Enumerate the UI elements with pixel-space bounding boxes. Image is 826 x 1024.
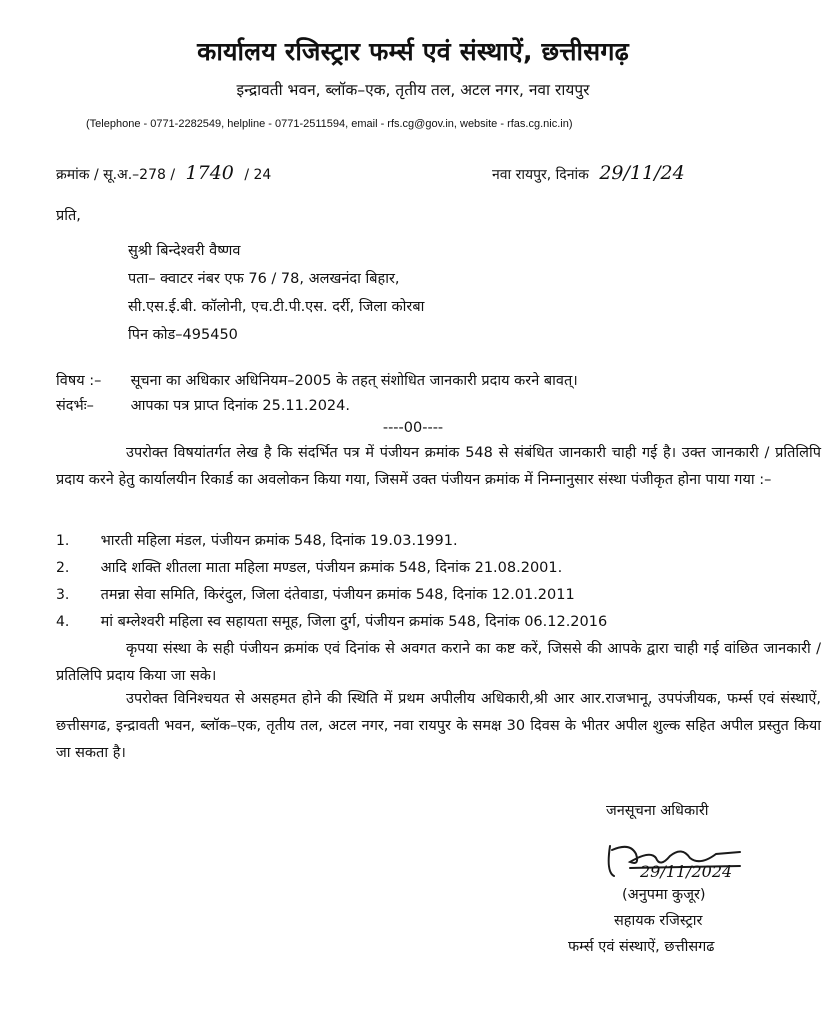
list-item-number: 2. — [56, 560, 70, 576]
list-item-text: भारती महिला मंडल, पंजीयन क्रमांक 548, दिनांक 19.03.1991. — [100, 533, 458, 549]
list-item — [56, 584, 575, 604]
list-item-text: आदि शक्ति शीतला माता महिला मण्डल, पंजीयन क्रमांक 548, दिनांक 21.08.2001. — [100, 560, 563, 576]
list-item-text: मां बम्लेश्वरी महिला स्व सहायता समूह, जिला दुर्ग, पंजीयन क्रमांक 548, दिनांक 06.12.2016 — [100, 614, 608, 630]
paragraph-3 — [56, 686, 821, 767]
signature-date: 29/11/2024 — [640, 862, 733, 881]
signature-designation: जनसूचना अधिकारी — [606, 803, 709, 819]
paragraph-1-text: उपरोक्त विषयांतर्गत लेख है कि संदर्भित पत्र में पंजीयन क्रमांक 548 से संबंधित जानकारी चाही गई है। उक्त जानकारी / प्रतिलिपि प्रदाय करने हेतु कार्यालयीन रिकार्ड का अवलोकन किया गया, जिसमें उक्त पंजीयन क्रमांक में निम्नानुसार संस्था पंजीकृत होना पाया गया :– — [56, 445, 821, 488]
list-item — [56, 530, 458, 550]
reference-prefix: क्रमांक / सू.अ.–278 / — [56, 167, 176, 183]
reference-line — [56, 395, 350, 415]
paragraph-2-text: कृपया संस्था के सही पंजीयन क्रमांक एवं दिनांक से अवगत कराने का कष्ट करें, जिससे की आपके द्वारा चाही गई वांछित जानकारी / प्रतिलिपि प्रदाय किया जा सके। — [56, 641, 821, 684]
list-item-number: 4. — [56, 614, 70, 630]
list-item — [56, 611, 607, 631]
recipient-address-line1: पता– क्वाटर नंबर एफ 76 / 78, अलखनंदा बिहार, — [128, 271, 400, 287]
letterhead-contact: (Telephone - 0771-2282549, helpline - 0771-2511594, email - rfs.cg@gov.in, website - rfas.cg.nic.in) — [86, 118, 573, 130]
reference-date — [492, 162, 685, 184]
separator: ----00---- — [382, 420, 444, 436]
subject-label: विषय :– — [56, 373, 102, 389]
recipient-name: सुश्री बिन्देश्वरी वैष्णव — [128, 243, 241, 259]
list-item — [56, 557, 562, 577]
reference-text: आपका पत्र प्राप्त दिनांक 25.11.2024. — [130, 398, 350, 414]
date-label: नवा रायपुर, दिनांक — [492, 167, 589, 183]
handwritten-date: 29/11/24 — [599, 162, 685, 184]
paragraph-2 — [56, 636, 821, 690]
reference-handwritten-number: 1740 — [185, 162, 234, 184]
paragraph-3-text: उपरोक्त विनिश्चयत से असहमत होने की स्थिति में प्रथम अपीलीय अधिकारी,श्री आर आर.राजभानू, उपपंजीयक, फर्म्स एवं संस्थाऐं, छत्तीसगढ, इन्द्रावती भवन, ब्लॉक–एक, तृतीय तल, अटल नगर, नवा रायपुर के समक्ष 30 दिवस के भीतर अपील शुल्क सहित अपील प्रस्तुत किया जा सकता है। — [56, 691, 821, 761]
letterhead-address: इन्द्रावती भवन, ब्लॉक–एक, तृतीय तल, अटल नगर, नवा रायपुर — [236, 81, 590, 99]
reference-label: संदर्भः– — [56, 398, 94, 414]
recipient-pin: पिन कोड–495450 — [128, 327, 238, 343]
signatory-name: (अनुपमा कुजूर) — [622, 887, 706, 903]
signatory-title: सहायक रजिस्ट्रार — [614, 913, 703, 929]
subject-text: सूचना का अधिकार अधिनियम–2005 के तहत् संशोधित जानकारी प्रदाय करने बावत्। — [130, 373, 578, 389]
list-item-number: 1. — [56, 533, 70, 549]
reference-number — [56, 162, 271, 184]
subject-line — [56, 370, 578, 390]
recipient-address-line2: सी.एस.ई.बी. कॉलोनी, एच.टी.पी.एस. दर्री, जिला कोरबा — [128, 299, 425, 315]
salutation: प्रति, — [56, 208, 81, 224]
list-item-number: 3. — [56, 587, 70, 603]
signatory-office: फर्म्स एवं संस्थाऐं, छत्तीसगढ — [568, 939, 715, 955]
paragraph-1 — [56, 440, 821, 494]
list-item-text: तमन्ना सेवा समिति, किरंदुल, जिला दंतेवाडा, पंजीयन क्रमांक 548, दिनांक 12.01.2011 — [100, 587, 575, 603]
letterhead-title: कार्यालय रजिस्ट्रार फर्म्स एवं संस्थाऐं, छत्तीसगढ़ — [197, 37, 629, 66]
reference-suffix: / 24 — [244, 167, 272, 183]
